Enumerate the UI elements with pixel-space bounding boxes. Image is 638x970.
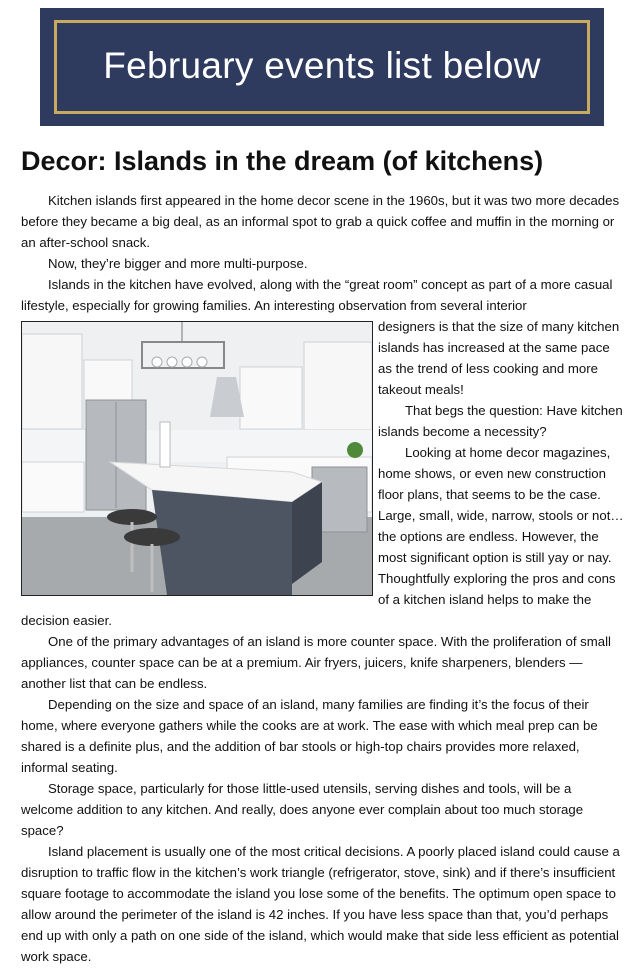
article-paragraph-continued: designers is that the size of many kitchen islands has increased at the same pace as the trend of less cooking and more takeout meals! (378, 319, 620, 397)
article-paragraph: One of the primary advantages of an island is more counter space. With the proliferation of small appliances, counter space can be at a premium. Air fryers, juicers, knife sharpeners, blenders — another list that can be endless. (21, 634, 611, 691)
kitchen-illustration (22, 322, 372, 595)
article-paragraph: Now, they’re bigger and more multi-purpose. (48, 256, 308, 271)
article-paragraph: Islands in the kitchen have evolved, along with the “great room” concept as part of a more casual lifestyle, especially for growing families. An interesting observation from several interior (21, 277, 613, 313)
article-paragraph: Island placement is usually one of the most critical decisions. A poorly placed island could cause a disruption to traffic flow in the kitchen’s work triangle (refrigerator, stove, sink) and if there’s insufficient square footage to accommodate the island you lose some of the benefits. The optimum open space to allow around the perimeter of the island is 42 inches. If you have less space than that, you’d perhaps end up with only a path on one side of the island, which would make that side less efficient as potential work space. (21, 844, 620, 964)
article-headline: Decor: Islands in the dream (of kitchens) (21, 146, 544, 176)
article-paragraph: Looking at home decor magazines, home shows, or even new construction floor plans, that seems to be the case. Large, small, wide, narrow, stools or not…the options are endless. However, the most significant option is still yay or nay. Thoughtfully exploring the pros and cons of a kitchen island helps to make the decision easier. (21, 445, 624, 628)
article-paragraph: That begs the question: Have kitchen islands become a necessity? (378, 403, 623, 439)
article-paragraph: Kitchen islands first appeared in the home decor scene in the 1960s, but it was two more decades before they became a big deal, as an informal spot to grab a quick coffee and muffin in the morning or an after-school snack. (21, 193, 620, 250)
article-paragraph: Storage space, particularly for those little-used utensils, serving dishes and tools, will be a welcome addition to any kitchen. And really, does anyone ever complain about too much storage space? (21, 781, 584, 838)
article-paragraph: Depending on the size and space of an island, many families are finding it’s the focus of their home, where everyone gathers while the cooks are at work. The ease with which meal prep can be shared is a definite plus, and the addition of bar stools or high-top chairs provides more relaxed, informal seating. (21, 697, 598, 775)
kitchen-photo-frame (21, 321, 373, 596)
events-banner[interactable] (40, 8, 604, 126)
banner-title: February events list below (103, 45, 541, 86)
